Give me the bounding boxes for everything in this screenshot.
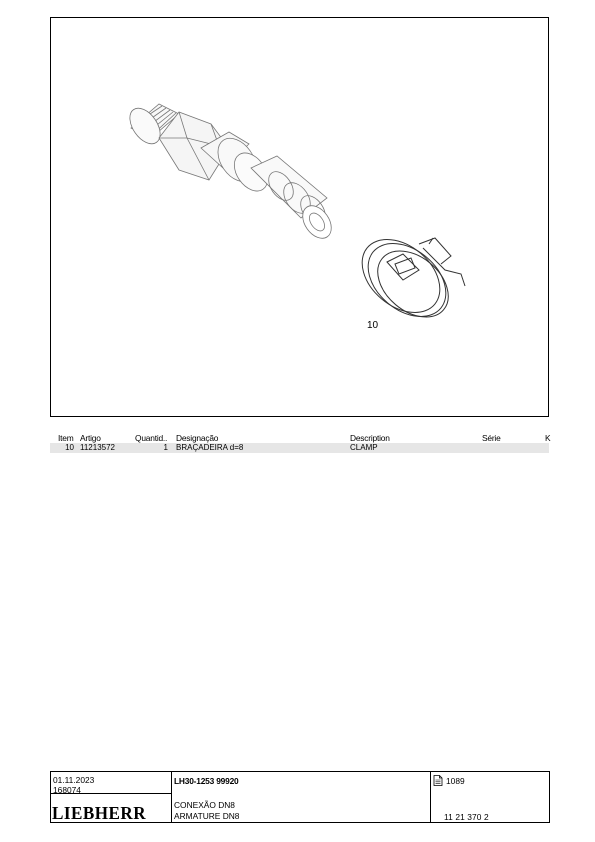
- document-icon: [433, 775, 443, 786]
- model-number: LH30-1253 99920: [174, 776, 239, 786]
- header-artigo: Artigo: [80, 433, 101, 443]
- assembly-name-en: ARMATURE DN8: [174, 811, 240, 821]
- cell-designacao: BRAÇADEIRA d=8: [176, 443, 244, 452]
- liebherr-logo: LIEBHERR: [52, 803, 147, 823]
- header-k: K: [545, 433, 551, 443]
- connector-fitting-drawing: [124, 103, 337, 244]
- cell-item: 10: [65, 443, 74, 452]
- header-quantidade: Quantid..: [135, 433, 168, 443]
- table-row[interactable]: [50, 443, 549, 453]
- header-serie: Série: [482, 433, 501, 443]
- header-designacao: Designação: [176, 433, 219, 443]
- parts-illustration: [51, 18, 550, 418]
- header-description: Description: [350, 433, 390, 443]
- drawing-frame: [50, 17, 549, 417]
- title-block: [50, 771, 550, 823]
- page-number: 1089: [446, 776, 465, 786]
- title-block-divider: [171, 772, 172, 822]
- assembly-name-pt: CONEXÃO DN8: [174, 800, 235, 810]
- cell-artigo: 11213572: [80, 443, 115, 452]
- clamp-drawing: [348, 225, 465, 332]
- document-number: 168074: [53, 785, 81, 795]
- cell-description: CLAMP: [350, 443, 378, 452]
- cell-quantidade: 1: [163, 443, 168, 452]
- document-date: 01.11.2023: [53, 775, 95, 785]
- title-block-divider: [430, 772, 431, 822]
- callout-label-10: 10: [367, 320, 379, 331]
- table-header: [50, 432, 549, 443]
- header-item: Item: [58, 433, 74, 443]
- drawing-code: 11 21 370 2: [444, 812, 489, 822]
- parts-table: [50, 432, 549, 453]
